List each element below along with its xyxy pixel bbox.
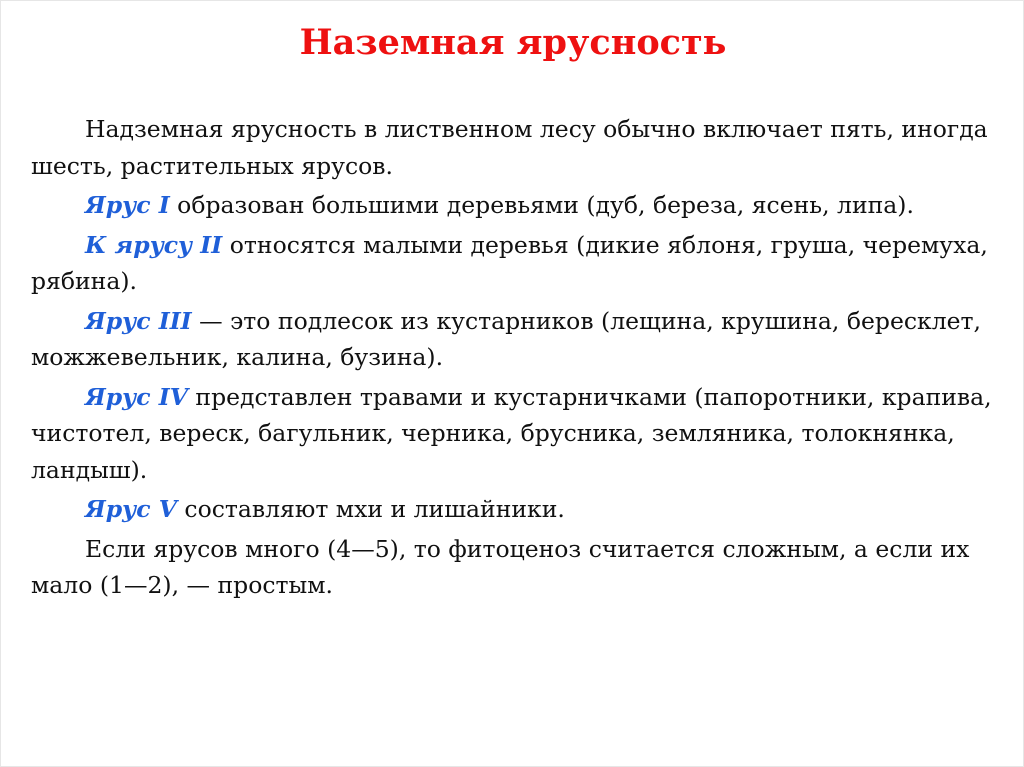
tier-label: Ярус I bbox=[85, 191, 170, 219]
paragraph-tier-4 bbox=[31, 379, 996, 489]
paragraph-text: составляют мхи и лишайники. bbox=[176, 495, 565, 523]
paragraph-conclusion bbox=[31, 531, 996, 604]
paragraph-text: представлен травами и кустарничками (папоротники, крапива, чистотел, вереск, багульник, черника, брусника, земляника, толокнянка, ландыш). bbox=[31, 382, 992, 484]
paragraph-tier-2 bbox=[31, 227, 996, 300]
tier-label: Ярус V bbox=[85, 495, 177, 523]
paragraph-text: образован большими деревьями (дуб, береза, ясень, липа). bbox=[169, 191, 914, 219]
page-title: Наземная ярусность bbox=[299, 22, 727, 63]
paragraph-tier-5 bbox=[31, 491, 996, 528]
slide-body bbox=[31, 111, 996, 607]
paragraph-text: Надземная ярусность в лиственном лесу обычно включает пять, иногда шесть, растительных ярусов. bbox=[31, 115, 988, 180]
paragraph-text: Если ярусов много (4—5), то фитоценоз считается сложным, а если их мало (1—2), — простым. bbox=[31, 534, 970, 599]
paragraph-text: относятся малыми деревья (дикие яблоня, груша, черемуха, рябина). bbox=[31, 230, 988, 295]
tier-label: Ярус IV bbox=[85, 382, 188, 411]
paragraph-tier-3 bbox=[31, 303, 996, 376]
paragraph-text: — это подлесок из кустарников (лещина, крушина, бересклет, можжевельник, калина, бузина). bbox=[31, 306, 982, 371]
paragraph-intro bbox=[31, 111, 996, 184]
tier-label: Ярус III bbox=[85, 306, 192, 335]
tier-label: К ярусу II bbox=[85, 230, 223, 259]
paragraph-tier-1 bbox=[31, 187, 996, 224]
